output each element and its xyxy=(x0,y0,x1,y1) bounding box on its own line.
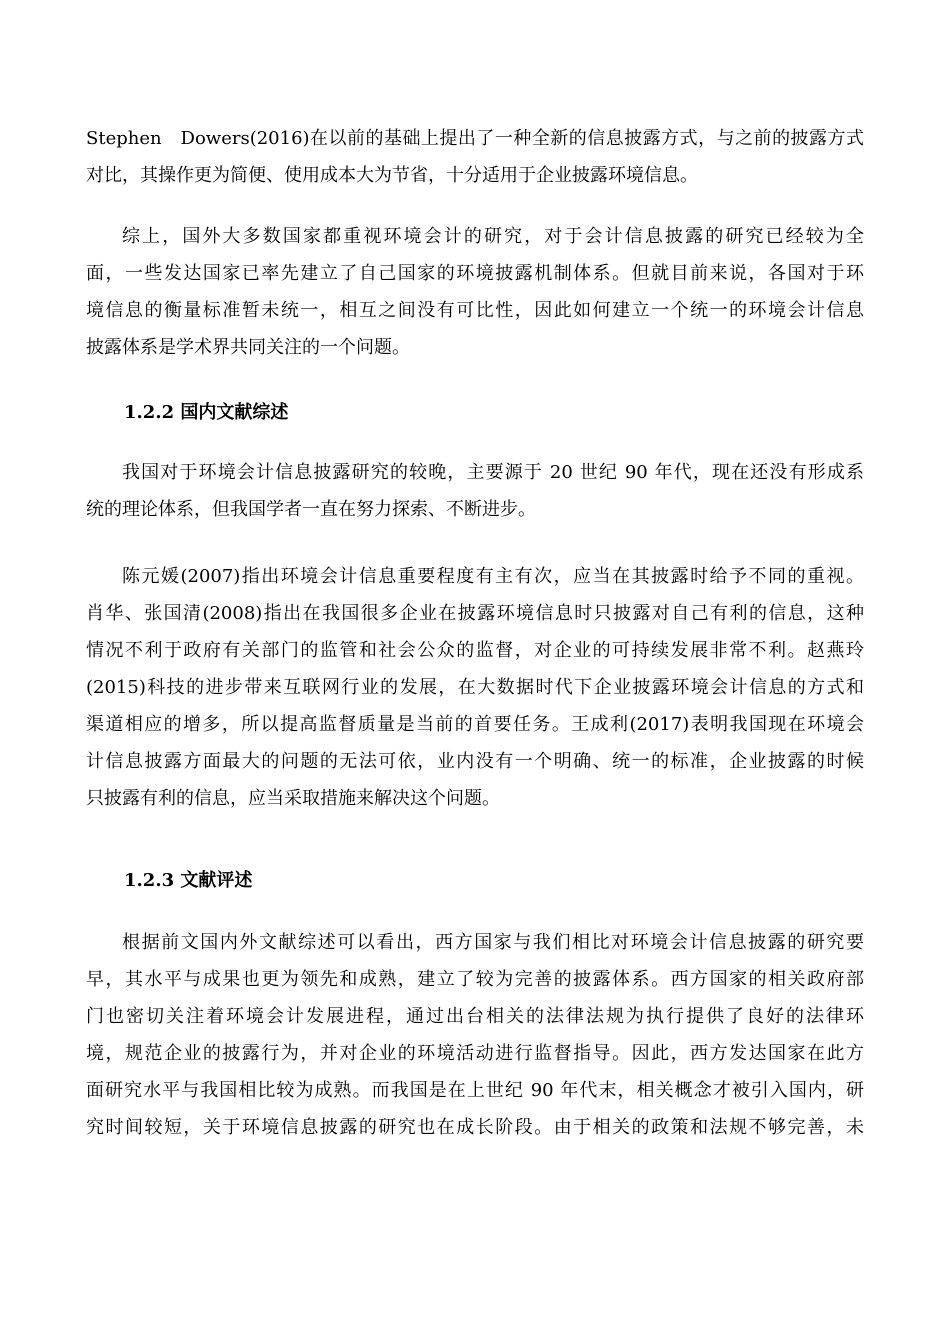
paragraph-line: 境信息的衡量标准暂未统一，相互之间没有可比性，因此如何建立一个统一的环境会计信息 xyxy=(86,300,864,321)
paragraph-line: 肖华、张国清(2008)指出在我国很多企业在披露环境信息时只披露对自己有利的信息，这种 xyxy=(86,603,864,624)
paragraph-line: 我国对于环境会计信息披露研究的较晚，主要源于 20 世纪 90 年代，现在还没有形成系 xyxy=(122,462,864,483)
paragraph-line: 披露体系是学术界共同关注的一个问题。 xyxy=(86,337,410,358)
paragraph-domestic-scholars xyxy=(86,558,864,817)
paragraph-line: 综上，国外大多数国家都重视环境会计的研究，对于会计信息披露的研究已经较为全 xyxy=(122,226,864,247)
paragraph-line: 早，其水平与成果也更为领先和成熟，建立了较为完善的披露体系。西方国家的相关政府部 xyxy=(86,969,864,990)
section-heading-domestic-review: 1.2.2 国内文献综述 xyxy=(124,402,289,423)
paragraph-line: 面，一些发达国家已率先建立了自己国家的环境披露机制体系。但就目前来说，各国对于环 xyxy=(86,263,864,284)
paragraph-line: 陈元媛(2007)指出环境会计信息重要程度有主有次，应当在其披露时给予不同的重视。 xyxy=(122,566,864,587)
paragraph-line: 门也密切关注着环境会计发展进程，通过出台相关的法律法规为执行提供了良好的法律环 xyxy=(86,1006,864,1027)
paragraph-line: Stephen Dowers(2016)在以前的基础上提出了一种全新的信息披露方式，与之前的披露方式 xyxy=(86,128,864,149)
paragraph-summary-foreign xyxy=(86,218,864,366)
paragraph-line: 对比，其操作更为简便、使用成本大为节省，十分适用于企业披露环境信息。 xyxy=(86,165,698,186)
paragraph-line: 统的理论体系，但我国学者一直在努力探索、不断进步。 xyxy=(86,499,536,520)
paragraph-line: 只披露有利的信息，应当采取措施来解决这个问题。 xyxy=(86,788,500,809)
paragraph-line: 面研究水平与我国相比较为成熟。而我国是在上世纪 90 年代末，相关概念才被引入国内，研 xyxy=(86,1080,864,1101)
paragraph-line: 渠道相应的增多，所以提高监督质量是当前的首要任务。王成利(2017)表明我国现在环境会 xyxy=(86,714,864,735)
paragraph-stephen-dowers xyxy=(86,120,864,194)
paragraph-line: 情况不利于政府有关部门的监管和社会公众的监督，对企业的可持续发展非常不利。赵燕玲 xyxy=(86,640,864,661)
paragraph-line: 究时间较短，关于环境信息披露的研究也在成长阶段。由于相关的政策和法规不够完善，未 xyxy=(86,1117,864,1138)
paragraph-domestic-intro xyxy=(86,454,864,528)
paragraph-line: 计信息披露方面最大的问题的无法可依，业内没有一个明确、统一的标准，企业披露的时候 xyxy=(86,751,864,772)
paragraph-literature-comment xyxy=(86,924,864,1146)
paragraph-line: 境，规范企业的披露行为，并对企业的环境活动进行监督指导。因此，西方发达国家在此方 xyxy=(86,1043,864,1064)
paragraph-line: (2015)科技的进步带来互联网行业的发展，在大数据时代下企业披露环境会计信息的方式和 xyxy=(86,677,864,698)
section-heading-literature-review: 1.2.3 文献评述 xyxy=(124,870,253,891)
paragraph-line: 根据前文国内外文献综述可以看出，西方国家与我们相比对环境会计信息披露的研究要 xyxy=(122,932,864,953)
